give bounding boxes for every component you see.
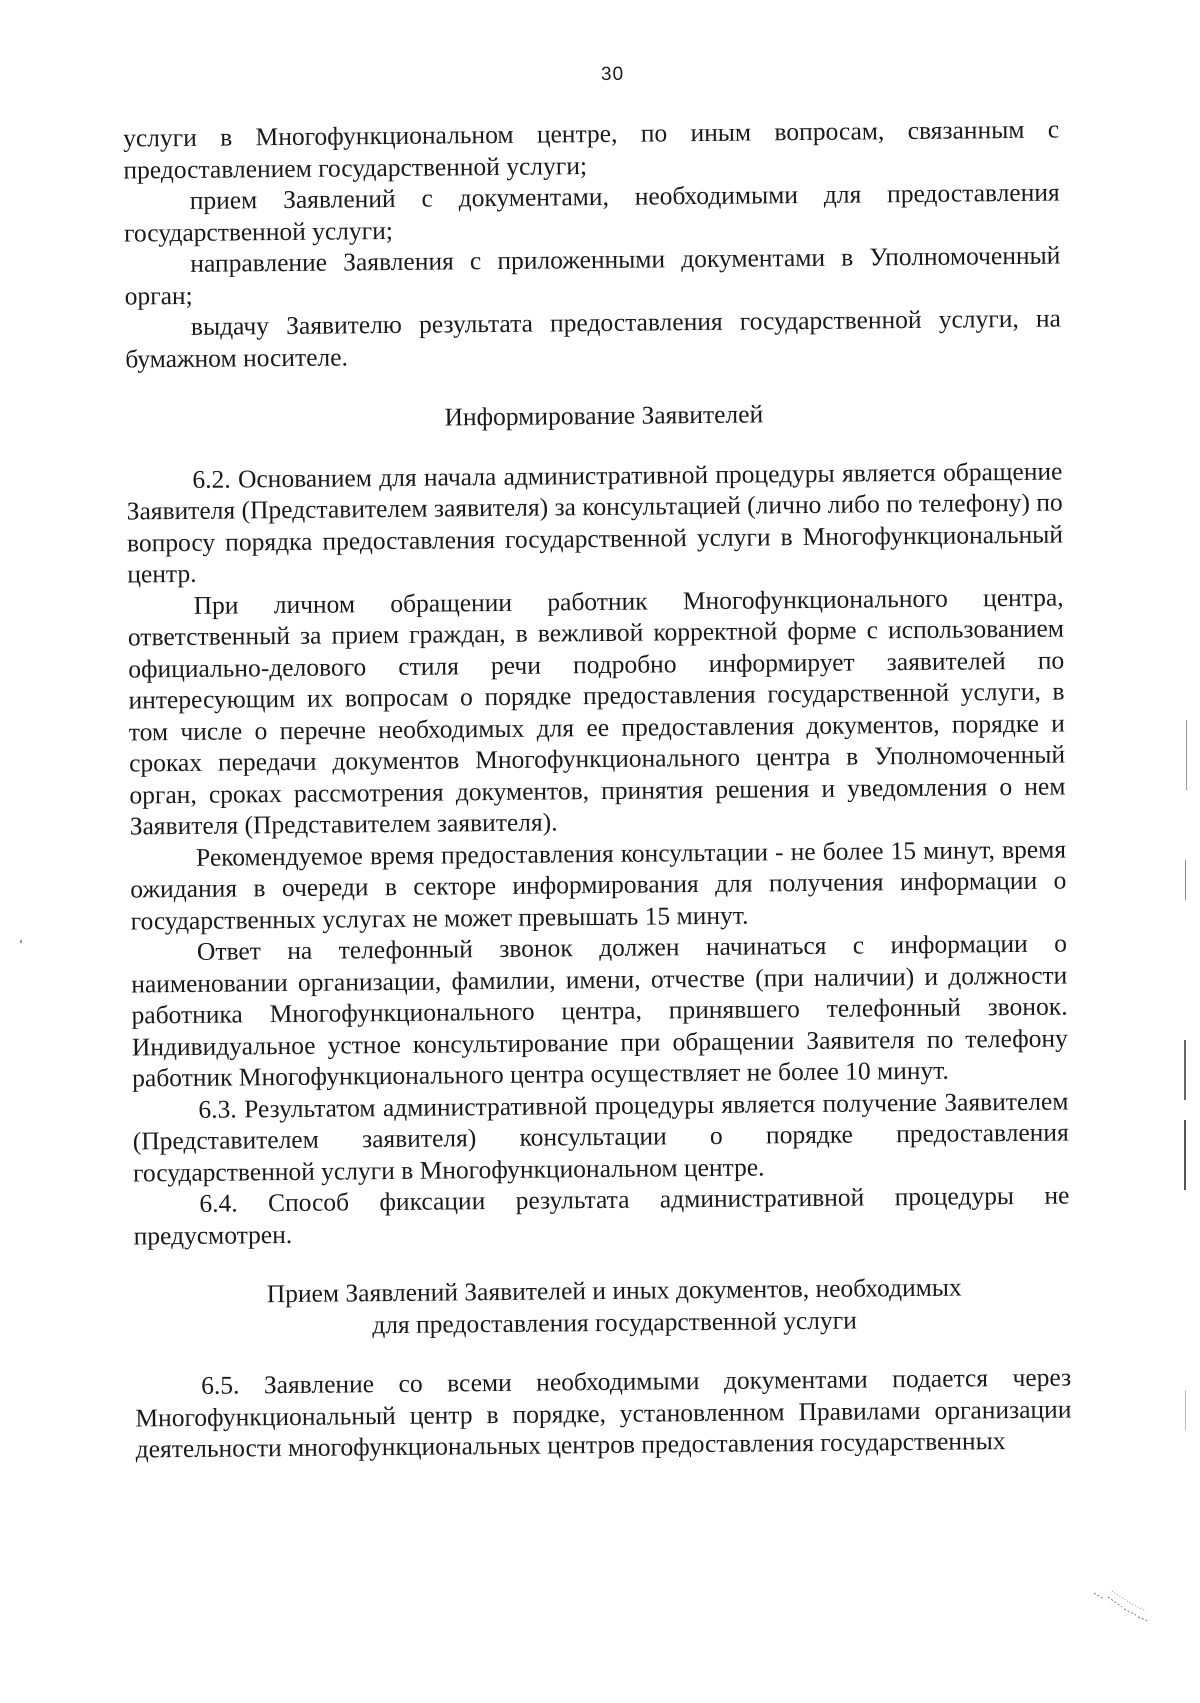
section-heading-informing: Информирование Заявителей: [444, 399, 764, 432]
scan-artifact-mark: [20, 940, 22, 943]
paragraph-consultation-time: Рекомендуемое время предоставления консультации - не более 15 минут, время ожидания в очереди в секторе информирования для получения информации о государственных услугах не может превышать 15 минут.: [130, 834, 1067, 936]
section-heading-applications: [134, 1271, 1071, 1343]
paragraph-phone-call: Ответ на телефонный звонок должен начинаться с информации о наименовании организации, фамилии, имени, отчестве (при наличии) и должности работника Многофункционального центра, принявшего телефонный звонок. Индивидуальное устное консультирование при обращении Заявителя по телефону работник Многофункционального центра осуществляет не более 10 минут.: [131, 928, 1068, 1093]
paragraph-6-5: 6.5. Заявление со всеми необходимыми документами подается через Многофункциональный центр в порядке, установленном Правилами организации деятельности многофункциональных центров предоставления государственных: [135, 1362, 1072, 1464]
paragraph-list-item: выдачу Заявителю результата предоставления государственной услуги, на бумажном носителе.: [125, 303, 1062, 374]
scan-artifact-mark: [1185, 860, 1186, 900]
scan-artifact-mark: [1184, 1040, 1186, 1100]
scan-artifact-mark: [1184, 1120, 1186, 1190]
paragraph-list-item: прием Заявлений с документами, необходимыми для предоставления государственной услуги;: [123, 177, 1060, 248]
paragraph-6-3: 6.3. Результатом административной процедуры является получение Заявителем (Представителем заявителя) консультации о порядке предоставления государственной услуги в Многофункциональном центре.: [132, 1086, 1069, 1187]
section-heading-line-1: Прием Заявлений Заявителей и иных документов, необходимых: [266, 1272, 962, 1309]
section-heading-line-2: для предоставления государственной услуги: [372, 1305, 857, 1339]
paragraph-6-4: 6.4. Способ фиксации результата административной процедуры не предусмотрен.: [133, 1180, 1070, 1250]
scan-artifact-mark: [1186, 720, 1187, 790]
paragraph-6-2: 6.2. Основанием для начала административной процедуры является обращение Заявителя (Представителем заявителя) за консультацией (лично либо по телефону) по вопросу порядка предоставления государственной услуги в Многофункциональный центр.: [126, 456, 1064, 589]
paragraph-list-item: направление Заявления с приложенными документами в Уполномоченный орган;: [124, 240, 1061, 311]
scan-artifact-mark: [1185, 1390, 1186, 1430]
paragraph-continuation: услуги в Многофункциональном центре, по иным вопросам, связанным с предоставлением государственной услуги;: [123, 114, 1060, 185]
document-body: [123, 114, 1072, 1465]
page-number: 30: [600, 63, 625, 85]
paragraph-personal-visit: При личном обращении работник Многофункционального центра, ответственный за прием граждан, в вежливой корректной форме с использованием официально-делового стиля речи подробно информирует заявителей по интересующим их вопросам о порядке предоставления государственной услуги, в том числе о перечне необходимых для ее предоставления документов, порядке и сроках передачи документов Многофункционального центра в Уполномоченный орган, сроках рассмотрения документов, принятия решения и уведомления о нем Заявителя (Представителем заявителя).: [127, 582, 1066, 841]
scan-scribble-mark: [1090, 1587, 1160, 1627]
